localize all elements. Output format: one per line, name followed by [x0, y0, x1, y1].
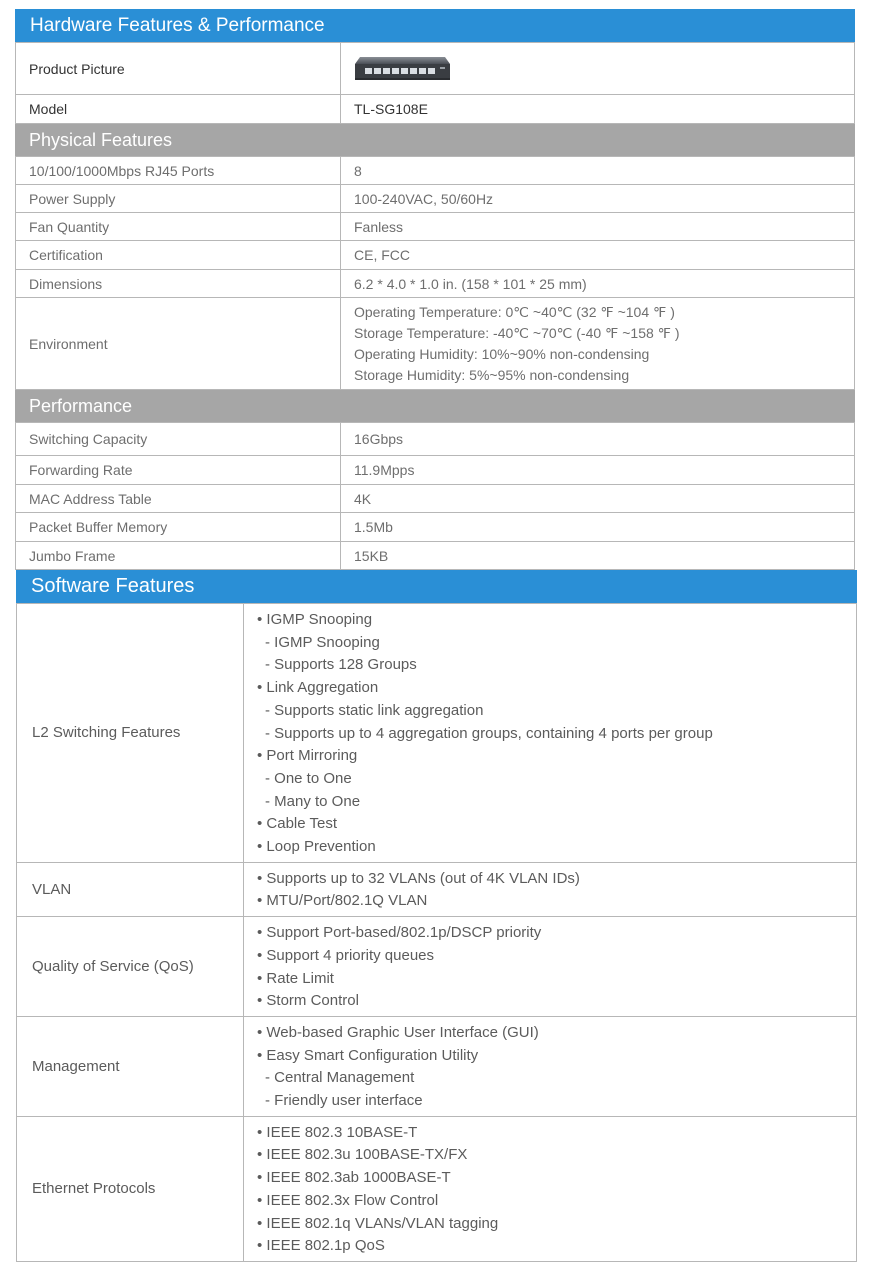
row-label: VLAN: [17, 862, 244, 916]
row-label: Forwarding Rate: [16, 456, 341, 485]
feature-line: • Storm Control: [257, 992, 359, 1010]
feature-line: - IGMP Snooping: [265, 633, 380, 651]
environment-line: Storage Humidity: 5%~95% non-condensing: [354, 366, 630, 383]
feature-line: • IGMP Snooping: [257, 611, 373, 628]
row-value: 16Gbps: [341, 423, 855, 456]
table-row: [16, 270, 855, 298]
feature-line: - Supports 128 Groups: [265, 656, 417, 674]
row-label: 10/100/1000Mbps RJ45 Ports: [16, 157, 341, 185]
feature-line: - Supports static link aggregation: [265, 701, 484, 719]
feature-line: • IEEE 802.3ab 1000BASE-T: [257, 1169, 451, 1187]
row-label: Certification: [16, 241, 341, 270]
feature-line: • Web-based Graphic User Interface (GUI): [257, 1023, 539, 1041]
table-row: [16, 157, 855, 185]
feature-line: - Supports up to 4 aggregation groups, containing 4 ports per group: [265, 724, 713, 742]
feature-line: • Support 4 priority queues: [257, 946, 435, 964]
row-label: Jumbo Frame: [16, 542, 341, 570]
row-value: 15KB: [341, 542, 855, 570]
model-row: [16, 95, 855, 124]
row-label: Fan Quantity: [16, 213, 341, 241]
feature-line: • Supports up to 32 VLANs (out of 4K VLAN IDs): [257, 869, 580, 887]
environment-line: Operating Temperature: 0℃ ~40℃ (32 ℉ ~104 ℉ ): [354, 303, 675, 320]
row-label: Management: [17, 1016, 244, 1116]
feature-line: • Link Aggregation: [257, 679, 379, 697]
row-label: Power Supply: [16, 185, 341, 213]
row-label: L2 Switching Features: [17, 604, 244, 863]
environment-row: [16, 298, 855, 390]
table-row: [16, 513, 855, 542]
feature-line: - Central Management: [265, 1069, 415, 1087]
row-label: Dimensions: [16, 270, 341, 298]
row-label: MAC Address Table: [16, 485, 341, 513]
performance-table: [15, 422, 855, 570]
feature-line: • Loop Prevention: [257, 838, 376, 856]
physical-features-table: [15, 156, 855, 390]
feature-line: - One to One: [265, 769, 352, 787]
feature-line: • IEEE 802.1q VLANs/VLAN tagging: [257, 1214, 499, 1232]
row-value: [244, 917, 857, 1017]
row-value: [244, 862, 857, 916]
environment-line: Storage Temperature: -40℃ ~70℃ (-40 ℉ ~158 ℉ ): [354, 324, 680, 341]
table-row: [17, 917, 857, 1017]
table-row: [16, 456, 855, 485]
row-value: [244, 1016, 857, 1116]
feature-line: • MTU/Port/802.1Q VLAN: [257, 892, 428, 910]
product-picture-label: Product Picture: [16, 43, 341, 95]
row-value: CE, FCC: [341, 241, 855, 270]
feature-line: - Friendly user interface: [265, 1092, 423, 1110]
row-value: 6.2 * 4.0 * 1.0 in. (158 * 101 * 25 mm): [341, 270, 855, 298]
feature-line: • IEEE 802.3x Flow Control: [257, 1191, 439, 1209]
switch-product-image: [354, 55, 451, 83]
environment-value: [341, 298, 855, 390]
table-row: [17, 1016, 857, 1116]
row-value: 11.9Mpps: [341, 456, 855, 485]
hardware-section: [15, 9, 855, 570]
feature-line: • IEEE 802.3 10BASE-T: [257, 1123, 418, 1141]
row-label: Packet Buffer Memory: [16, 513, 341, 542]
row-label: Switching Capacity: [16, 423, 341, 456]
product-picture-cell: [341, 43, 855, 95]
hardware-basic-table: [15, 42, 855, 124]
feature-line: • Rate Limit: [257, 969, 334, 987]
product-picture-row: [16, 43, 855, 95]
feature-line: • IEEE 802.1p QoS: [257, 1237, 385, 1255]
table-row: [16, 423, 855, 456]
row-value: [244, 604, 857, 863]
table-row: [16, 185, 855, 213]
feature-line: • Support Port-based/802.1p/DSCP priority: [257, 924, 542, 942]
hardware-section-title: Hardware Features & Performance: [15, 9, 855, 42]
feature-line: - Many to One: [265, 792, 361, 810]
table-row: [16, 213, 855, 241]
table-row: [17, 1116, 857, 1261]
row-value: [244, 1116, 857, 1261]
environment-label: Environment: [16, 298, 341, 390]
row-value: 4K: [341, 485, 855, 513]
table-row: [17, 604, 857, 863]
table-row: [17, 862, 857, 916]
row-label: Quality of Service (QoS): [17, 917, 244, 1017]
row-value: 100-240VAC, 50/60Hz: [341, 185, 855, 213]
environment-line: Operating Humidity: 10%~90% non-condensing: [354, 345, 650, 362]
physical-features-title: Physical Features: [15, 124, 855, 156]
software-features-table: [16, 603, 857, 1262]
feature-line: • IEEE 802.3u 100BASE-TX/FX: [257, 1146, 468, 1164]
table-row: [16, 542, 855, 570]
model-value: TL-SG108E: [341, 95, 855, 124]
feature-line: • Cable Test: [257, 815, 338, 833]
table-row: [16, 241, 855, 270]
performance-title: Performance: [15, 390, 855, 422]
feature-line: • Port Mirroring: [257, 747, 358, 765]
row-value: Fanless: [341, 213, 855, 241]
row-label: Ethernet Protocols: [17, 1116, 244, 1261]
software-section-title: Software Features: [16, 570, 857, 603]
software-section: [16, 570, 857, 1262]
row-value: 1.5Mb: [341, 513, 855, 542]
feature-line: • Easy Smart Configuration Utility: [257, 1046, 479, 1064]
table-row: [16, 485, 855, 513]
row-value: 8: [341, 157, 855, 185]
model-label: Model: [16, 95, 341, 124]
